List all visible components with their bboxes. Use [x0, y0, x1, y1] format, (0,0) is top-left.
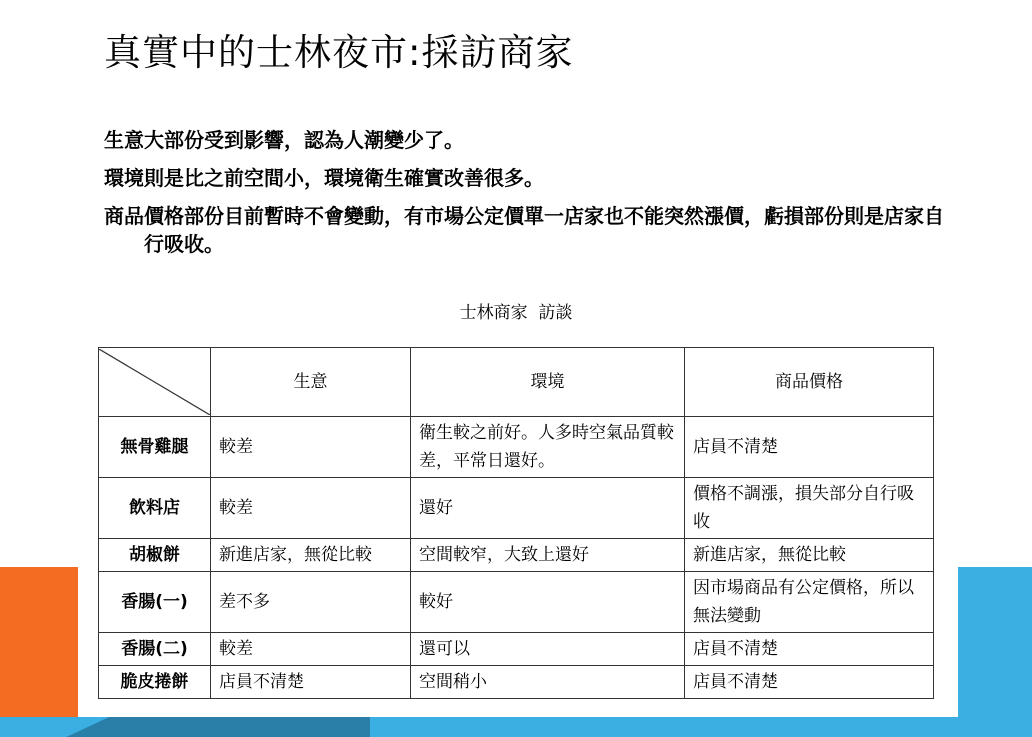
- slide-title: 真實中的士林夜市:採訪商家: [104, 31, 574, 74]
- bullet-list: [104, 126, 944, 268]
- bullet-item: 生意大部份受到影響，認為人潮變少了。: [104, 128, 464, 152]
- table-caption-text: 士林商家 訪談: [459, 303, 573, 323]
- cell-environment: 空間較窄，大致上還好: [411, 539, 685, 572]
- table-header-row: [99, 348, 934, 417]
- cell-environment: 還好: [411, 478, 685, 539]
- header-environment: 環境: [411, 348, 685, 417]
- decor-orange-block: [0, 567, 78, 737]
- cell-business: 店員不清楚: [211, 666, 411, 699]
- row-name: 飲料店: [99, 478, 211, 539]
- table-row: [99, 417, 934, 478]
- cell-business: 較差: [211, 417, 411, 478]
- cell-price: 因市場商品有公定價格，所以無法變動: [685, 572, 934, 633]
- header-business: 生意: [211, 348, 411, 417]
- cell-environment: 較好: [411, 572, 685, 633]
- cell-business: 較差: [211, 633, 411, 666]
- row-name: 無骨雞腿: [99, 417, 211, 478]
- cell-price: 新進店家，無從比較: [685, 539, 934, 572]
- cell-environment: 還可以: [411, 633, 685, 666]
- row-name: 香腸(一): [99, 572, 211, 633]
- bullet-item: 環境則是比之前空間小，環境衛生確實改善很多。: [104, 166, 544, 190]
- cell-price: 店員不清楚: [685, 417, 934, 478]
- cell-environment: 衛生較之前好。人多時空氣品質較差，平常日還好。: [411, 417, 685, 478]
- cell-business: 差不多: [211, 572, 411, 633]
- table-row: [99, 666, 934, 699]
- interview-table: [98, 347, 934, 699]
- cell-environment: 空間稍小: [411, 666, 685, 699]
- cell-price: 價格不調漲，損失部分自行吸收: [685, 478, 934, 539]
- diagonal-line-icon: [99, 349, 210, 415]
- header-diagonal-cell: [99, 348, 211, 417]
- cell-business: 較差: [211, 478, 411, 539]
- table-caption: [0, 298, 1032, 323]
- row-name: 脆皮捲餅: [99, 666, 211, 699]
- bullet-item: 商品價格部份目前暫時不會變動，有市場公定價單一店家也不能突然漲價，虧損部份則是店家自行吸收。: [104, 204, 944, 256]
- table-row: [99, 478, 934, 539]
- cell-price: 店員不清楚: [685, 633, 934, 666]
- cell-price: 店員不清楚: [685, 666, 934, 699]
- table-row: [99, 572, 934, 633]
- cell-business: 新進店家，無從比較: [211, 539, 411, 572]
- header-price: 商品價格: [685, 348, 934, 417]
- row-name: 香腸(二): [99, 633, 211, 666]
- row-name: 胡椒餅: [99, 539, 211, 572]
- decor-blue-block: [958, 567, 1032, 737]
- table-row: [99, 539, 934, 572]
- table-row: [99, 633, 934, 666]
